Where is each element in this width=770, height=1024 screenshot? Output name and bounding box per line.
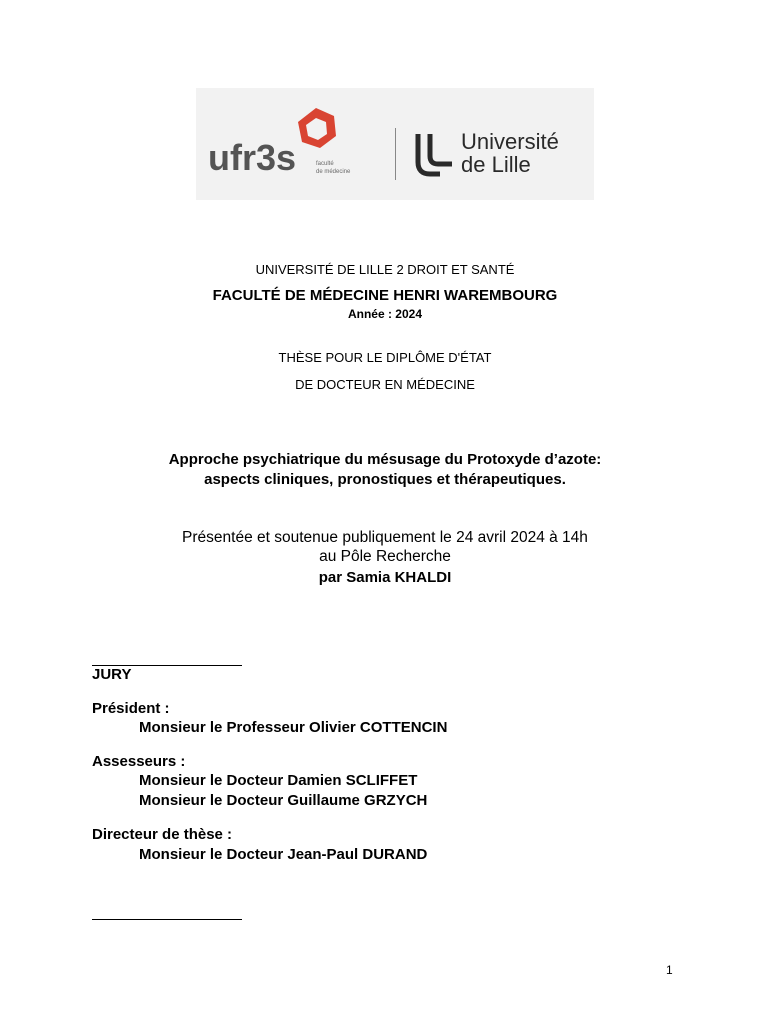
university-name-line1: Université [461,129,559,154]
logo-divider [395,128,396,180]
ufr3s-hexagon-logo-icon [294,106,340,152]
separator-rule-bottom [92,919,242,920]
defense-date-line: Présentée et soutenue publiquement le 24 avril 2024 à 14h [182,529,588,546]
ufr3s-subtitle [316,160,350,176]
assessor-name: Monsieur le Docteur Guillaume GRZYCH [139,792,428,809]
ufr3s-subtitle-line2: de médecine [316,169,351,175]
logo-banner [196,88,594,200]
defense-location-line: au Pôle Recherche [319,548,451,565]
author-line: par Samia KHALDI [318,569,452,586]
universite-de-lille-mark-icon [414,132,454,178]
universite-de-lille-name [461,130,559,176]
thesis-type-line2: DE DOCTEUR EN MÉDECINE [295,377,475,392]
president-label: Président : [92,700,170,717]
jury-heading: JURY [92,666,132,683]
assessors-label: Assesseurs : [92,753,186,770]
thesis-title-line1: Approche psychiatrique du mésusage du Protoxyde d’azote: [168,451,602,468]
assessor-name: Monsieur le Docteur Damien SCLIFFET [139,772,418,789]
ufr3s-subtitle-line1: faculté [316,161,334,167]
university-name-line2: de Lille [461,152,531,177]
university-heading: UNIVERSITÉ DE LILLE 2 DROIT ET SANTÉ [255,262,515,277]
ufr3s-wordmark: ufr3s [208,137,297,178]
thesis-title-line2: aspects cliniques, pronostiques et thérapeutiques. [204,471,566,488]
thesis-type-line1: THÈSE POUR LE DIPLÔME D'ÉTAT [278,350,492,365]
page-number: 1 [666,963,673,977]
director-name: Monsieur le Docteur Jean-Paul DURAND [139,846,428,863]
faculty-heading: FACULTÉ DE MÉDECINE HENRI WAREMBOURG [212,287,558,304]
president-name: Monsieur le Professeur Olivier COTTENCIN [139,719,448,736]
academic-year: Année : 2024 [347,307,423,321]
director-label: Directeur de thèse : [92,826,233,843]
